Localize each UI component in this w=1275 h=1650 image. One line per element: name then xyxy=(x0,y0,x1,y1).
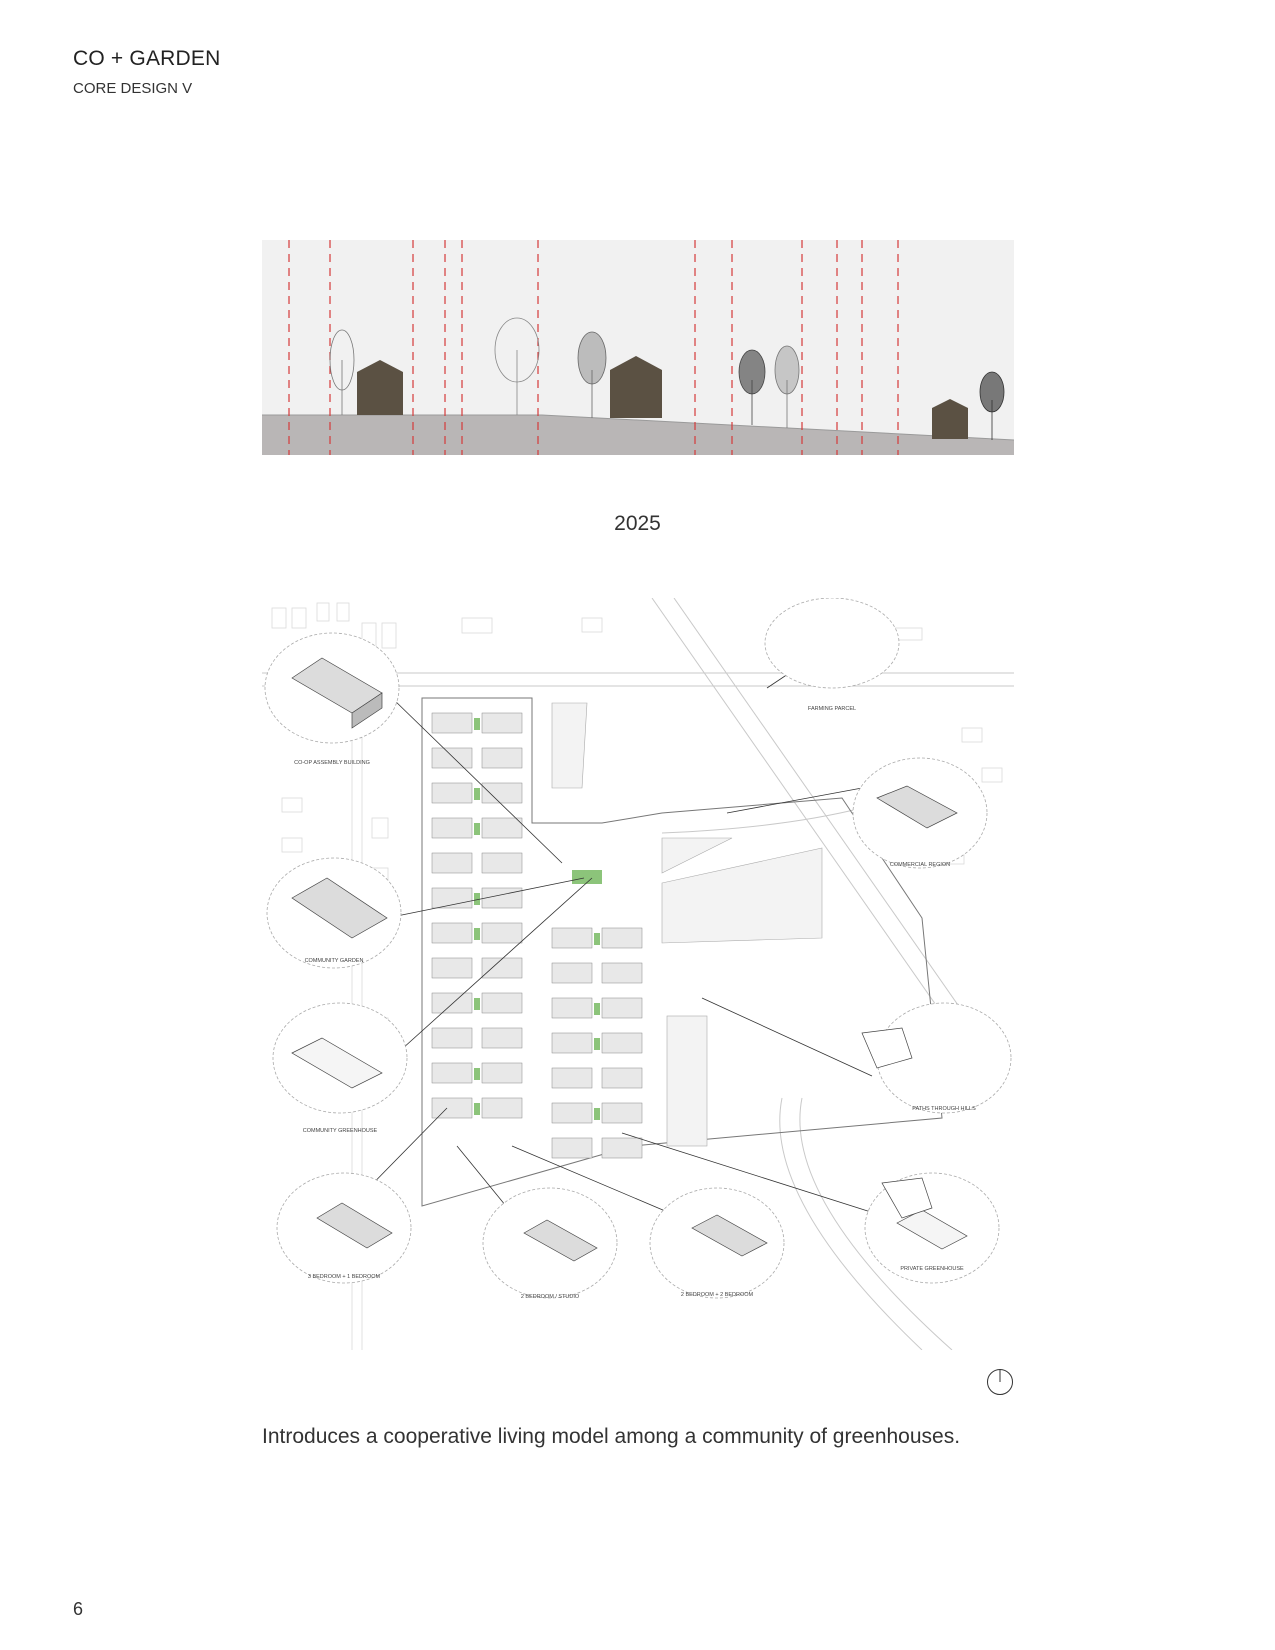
site-plan-svg xyxy=(262,598,1014,1350)
site-section-svg xyxy=(262,240,1014,455)
site-plan-drawing xyxy=(262,598,1014,1350)
callout-label: PRIVATE GREENHOUSE xyxy=(900,1266,964,1272)
callout-bubble xyxy=(765,598,899,688)
callout-label: COMMUNITY GARDEN xyxy=(304,958,364,964)
callout-label: CO-OP ASSEMBLY BUILDING xyxy=(294,760,370,766)
callout-label: FARMING PARCEL xyxy=(807,706,857,712)
north-arrow-icon xyxy=(986,1368,1014,1401)
figure-caption: Introduces a cooperative living model among a community of greenhouses. xyxy=(262,1425,961,1448)
page-number: 6 xyxy=(73,1599,84,1619)
callout-label: COMMERCIAL REGION xyxy=(889,862,951,868)
document-subtitle: CORE DESIGN V xyxy=(73,80,193,97)
callout-label: 2 BEDROOM + 2 BEDROOM xyxy=(680,1292,754,1298)
callout-label: COMMUNITY GREENHOUSE xyxy=(302,1128,378,1134)
callout-label: PATHS THROUGH HILLS xyxy=(912,1106,976,1112)
year-label: 2025 xyxy=(614,512,661,535)
callout-label: 3 BEDROOM + 1 BEDROOM xyxy=(307,1274,381,1280)
site-section-drawing xyxy=(262,240,1014,455)
callout-label: 2 BEDROOM / STUDIO xyxy=(520,1294,580,1300)
document-title: CO + GARDEN xyxy=(73,47,221,70)
